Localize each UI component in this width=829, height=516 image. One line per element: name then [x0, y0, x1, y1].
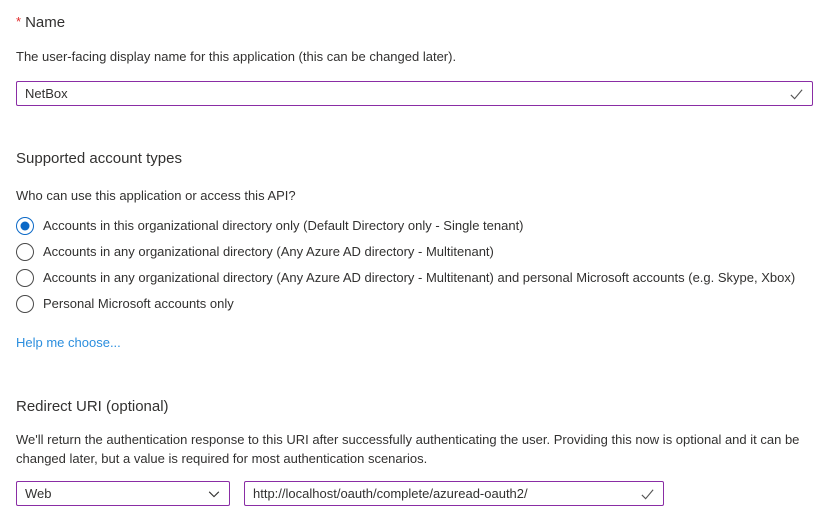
radio-button[interactable]: [16, 217, 34, 235]
name-section-heading: [16, 12, 813, 33]
radio-option-multitenant[interactable]: [16, 239, 813, 265]
radio-option-personal-only[interactable]: [16, 291, 813, 317]
radio-option-label: Accounts in any organizational directory (Any Azure AD directory - Multitenant): [43, 244, 494, 259]
redirect-uri-fields: [16, 481, 813, 506]
redirect-uri-input-wrap: [244, 481, 664, 506]
radio-button[interactable]: [16, 269, 34, 287]
required-asterisk: *: [16, 14, 22, 29]
radio-option-multitenant-personal[interactable]: [16, 265, 813, 291]
account-types-question: Who can use this application or access this API?: [16, 188, 296, 203]
redirect-uri-input[interactable]: [244, 481, 664, 506]
chevron-down-icon: [207, 487, 221, 501]
radio-button[interactable]: [16, 295, 34, 313]
platform-select[interactable]: [16, 481, 230, 506]
account-types-radio-group: [16, 213, 813, 317]
name-description: The user-facing display name for this application (this can be changed later).: [16, 49, 457, 64]
platform-select-value: Web: [25, 486, 52, 501]
redirect-uri-description: We'll return the authentication response to this URI after successfully authenticating the user. Providing this now is optional and it can be changed later, but a value is required for most authentication scenarios.: [16, 432, 800, 466]
name-input[interactable]: [16, 81, 813, 106]
name-input-wrap: [16, 81, 813, 106]
account-types-heading: Supported account types: [16, 150, 182, 167]
radio-option-label: Personal Microsoft accounts only: [43, 296, 234, 311]
radio-option-label: Accounts in any organizational directory (Any Azure AD directory - Multitenant) and personal Microsoft accounts (e.g. Skype, Xbox): [43, 270, 796, 285]
help-me-choose-link[interactable]: Help me choose...: [16, 335, 121, 350]
radio-option-label: Accounts in this organizational directory only (Default Directory only - Single tenant): [43, 218, 524, 233]
name-heading-label: Name: [25, 14, 66, 31]
radio-option-single-tenant[interactable]: [16, 213, 813, 239]
radio-button[interactable]: [16, 243, 34, 261]
redirect-uri-heading: Redirect URI (optional): [16, 398, 169, 415]
